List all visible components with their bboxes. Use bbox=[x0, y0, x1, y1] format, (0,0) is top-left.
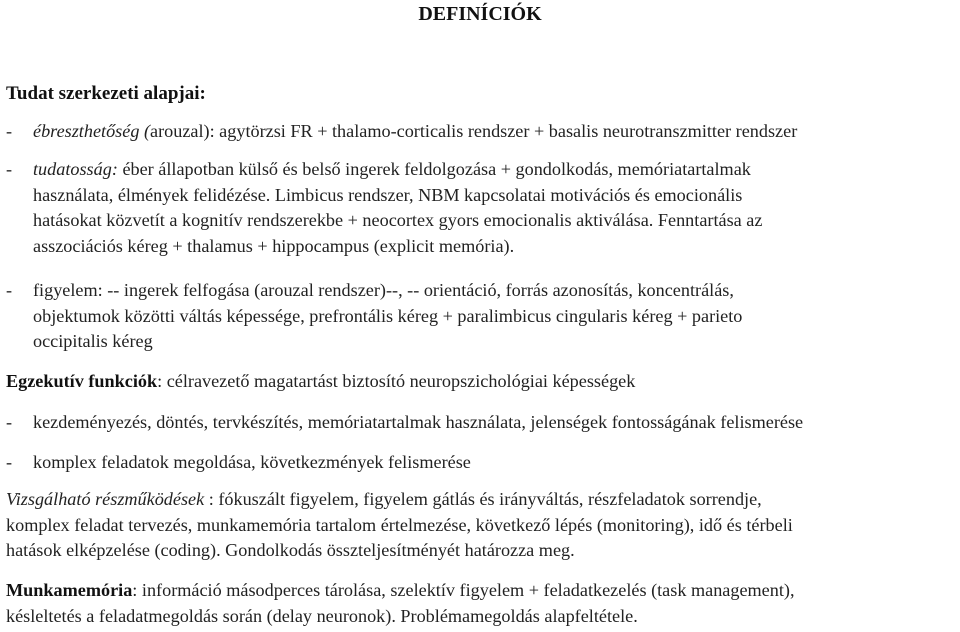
definition-text: : fókuszált figyelem, figyelem gátlás és irányváltás, részfeladatok sorrendje, bbox=[204, 489, 762, 509]
section-heading-consciousness: Tudat szerkezeti alapjai: bbox=[6, 83, 206, 104]
list-item-text bbox=[33, 278, 742, 355]
page-title: DEFINÍCIÓK bbox=[418, 3, 542, 25]
term-executive-functions: Egzekutív funkciók bbox=[6, 371, 158, 391]
working-memory-paragraph bbox=[6, 578, 958, 629]
paragraph-line bbox=[6, 578, 958, 604]
paragraph-line bbox=[6, 487, 958, 513]
term-working-memory: Munkamemória bbox=[6, 580, 133, 600]
list-item-text bbox=[33, 157, 762, 259]
paragraph-line: hatások elképzelése (coding). Gondolkodás összteljesítményét határozza meg. bbox=[6, 540, 575, 561]
term-arousability: ébreszthetőség ( bbox=[33, 121, 151, 141]
executive-functions-definition bbox=[6, 369, 958, 395]
list-dash: - bbox=[6, 121, 13, 141]
paragraph-line: késleltetés a feladatmegoldás során (delay neuronok). Problémamegoldás alapfeltétele. bbox=[6, 605, 638, 626]
testable-subfunctions-paragraph bbox=[6, 487, 958, 564]
paragraph-line: hatásokat közvetít a kognitív rendszerekbe + neocortex gyors emocionalis aktiválása. Fenntartása az bbox=[33, 210, 763, 231]
paragraph-line: használata, élmények felidézése. Limbicus rendszer, NBM kapcsolatai motivációs és emocionális bbox=[33, 184, 743, 205]
definition-text: éber állapotban külső és belső ingerek feldolgozása + gondolkodás, memóriatartalmak bbox=[117, 159, 751, 179]
list-dash: - bbox=[6, 280, 13, 300]
definition-text: : célravezető magatartást biztosító neuropszichológiai képességek bbox=[157, 371, 636, 391]
paragraph-line: occipitalis kéreg bbox=[33, 331, 153, 352]
paragraph-line: figyelem: -- ingerek felfogása (arouzal rendszer)--, -- orientáció, forrás azonosítás, koncentrálás, bbox=[33, 280, 734, 300]
list-dash: - bbox=[6, 452, 13, 472]
list-item-text bbox=[33, 119, 797, 145]
term-testable-subfunctions: Vizsgálható részműködések bbox=[6, 489, 205, 509]
list-dash: - bbox=[6, 159, 13, 179]
list-item-text: komplex feladatok megoldása, következmények felismerése bbox=[33, 452, 471, 472]
paragraph-line: komplex feladat tervezés, munkamemória tartalom értelmezése, következő lépés (monitoring), idő és térbeli bbox=[6, 514, 793, 535]
paragraph-line: objektumok közötti váltás képessége, prefrontális kéreg + paralimbicus cingularis kéreg + parieto bbox=[33, 305, 743, 326]
list-dash: - bbox=[6, 412, 13, 432]
paragraph-line bbox=[33, 157, 762, 183]
term-awareness: tudatosság: bbox=[33, 159, 118, 179]
definition-text: arouzal): agytörzsi FR + thalamo-corticalis rendszer + basalis neurotranszmitter rendszer bbox=[150, 121, 798, 141]
list-item-text: kezdeményezés, döntés, tervkészítés, memóriatartalmak használata, jelenségek fontosságának felismerése bbox=[33, 412, 804, 432]
definition-text: : információ másodperces tárolása, szelektív figyelem + feladatkezelés (task management), bbox=[132, 580, 795, 600]
paragraph-line: asszociációs kéreg + thalamus + hippocampus (explicit memória). bbox=[33, 235, 515, 256]
